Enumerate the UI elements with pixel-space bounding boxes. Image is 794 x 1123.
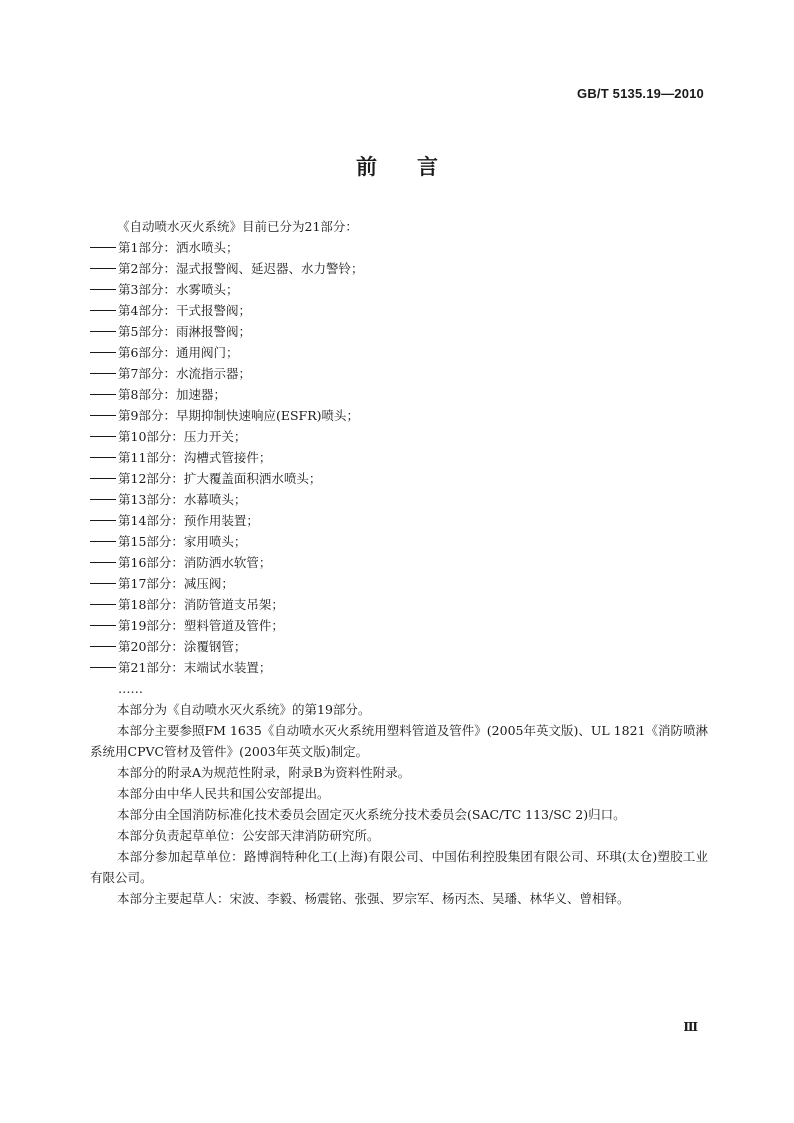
paragraph-lead-drafter: 本部分负责起草单位：公安部天津消防研究所。 [117, 828, 380, 843]
dash-mark [90, 331, 116, 332]
paragraph-references: 本部分主要参照FM 1635《自动喷水灭火系统用塑料管道及管件》(2005年英文版)、UL 1821《消防喷淋系统用CPVC管材及管件》(2003年英文版)制定。 [90, 723, 708, 759]
dash-mark [90, 268, 116, 269]
part-item: 第2部分：湿式报警阀、延迟器、水力警铃； [90, 258, 708, 279]
dash-mark [90, 394, 116, 395]
dash-mark [90, 646, 116, 647]
dash-mark [90, 604, 116, 605]
part-item: 第1部分：洒水喷头； [90, 237, 708, 258]
part-item: 第3部分：水雾喷头； [90, 279, 708, 300]
paragraph-proposer: 本部分由中华人民共和国公安部提出。 [117, 786, 330, 801]
dash-mark [90, 541, 116, 542]
ellipsis: …… [118, 681, 143, 696]
part-item: 第15部分：家用喷头； [90, 531, 708, 552]
part-item: 第13部分：水幕喷头； [90, 489, 708, 510]
dash-mark [90, 583, 116, 584]
dash-mark [90, 499, 116, 500]
part-item: 第7部分：水流指示器； [90, 363, 708, 384]
dash-mark [90, 289, 116, 290]
part-item: 第5部分：雨淋报警阀； [90, 321, 708, 342]
part-item: 第10部分：压力开关； [90, 426, 708, 447]
dash-mark [90, 247, 116, 248]
dash-mark [90, 457, 116, 458]
dash-mark [90, 520, 116, 521]
page-number: Ⅲ [683, 1020, 698, 1034]
part-item: 第6部分：通用阀门； [90, 342, 708, 363]
paragraph-main-drafters: 本部分主要起草人：宋波、李毅、杨震铭、张强、罗宗军、杨丙杰、吴璠、林华义、曾相铎。 [117, 891, 630, 906]
part-item: 第18部分：消防管道支吊架； [90, 594, 708, 615]
part-item: 第19部分：塑料管道及管件； [90, 615, 708, 636]
dash-mark [90, 625, 116, 626]
intro-line: 《自动喷水灭火系统》目前已分为21部分： [117, 219, 358, 234]
paragraph-participating-drafters: 本部分参加起草单位：路博润特种化工(上海)有限公司、中国佑利控股集团有限公司、环琪(太仓)塑胶工业有限公司。 [90, 849, 708, 885]
part-item: 第14部分：预作用装置； [90, 510, 708, 531]
parts-list [90, 237, 708, 678]
paragraph-committee: 本部分由全国消防标准化技术委员会固定灭火系统分技术委员会(SAC/TC 113/SC 2)归口。 [117, 807, 626, 822]
dash-mark [90, 436, 116, 437]
paragraph-annexes: 本部分的附录A为规范性附录，附录B为资料性附录。 [117, 765, 411, 780]
part-item: 第4部分：干式报警阀； [90, 300, 708, 321]
dash-mark [90, 310, 116, 311]
foreword-body [90, 216, 708, 909]
part-item: 第16部分：消防洒水软管； [90, 552, 708, 573]
part-item: 第12部分：扩大覆盖面积洒水喷头； [90, 468, 708, 489]
dash-mark [90, 415, 116, 416]
part-item: 第20部分：涂覆钢管； [90, 636, 708, 657]
part-item: 第21部分：末端试水装置； [90, 657, 708, 678]
page-title: 前言 [356, 155, 478, 179]
standard-code: GB/T 5135.19—2010 [577, 86, 704, 101]
dash-mark [90, 562, 116, 563]
dash-mark [90, 478, 116, 479]
part-item: 第8部分：加速器； [90, 384, 708, 405]
part-item: 第17部分：减压阀； [90, 573, 708, 594]
dash-mark [90, 352, 116, 353]
dash-mark [90, 667, 116, 668]
dash-mark [90, 373, 116, 374]
paragraph-part-scope: 本部分为《自动喷水灭火系统》的第19部分。 [117, 702, 371, 717]
part-item: 第9部分：早期抑制快速响应(ESFR)喷头； [90, 405, 708, 426]
part-item: 第11部分：沟槽式管接件； [90, 447, 708, 468]
